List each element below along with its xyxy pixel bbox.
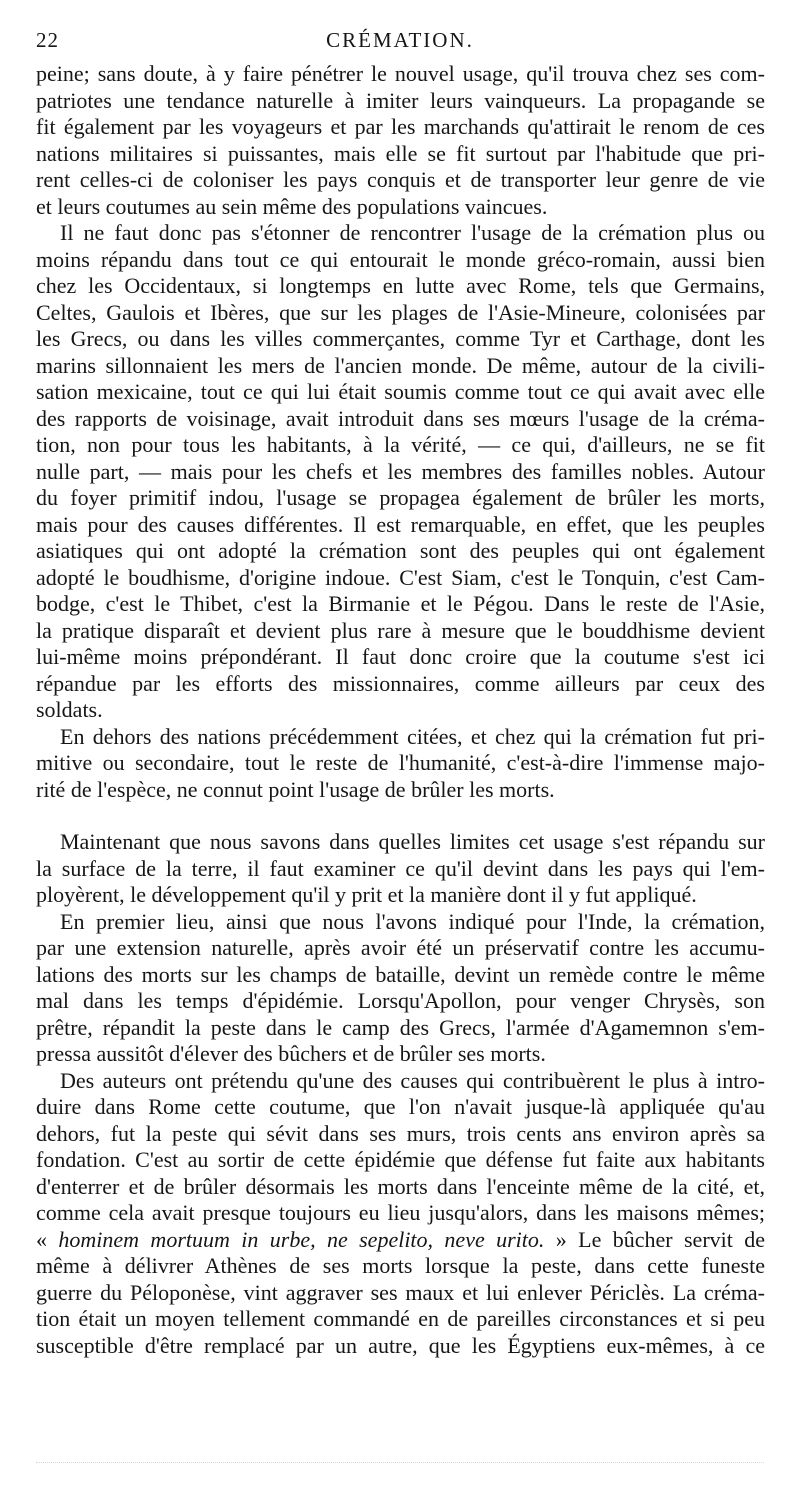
text-line: nulle part, — mais pour les chefs et les membres des familles nobles. Autour [36,458,765,484]
text-line: guerre du Péloponèse, vint aggraver ses maux et lui enlever Périclès. La créma- [36,1279,765,1305]
text-line: les Grecs, ou dans les villes commerçantes, comme Tyr et Carthage, dont les [36,326,765,351]
text-line: sation mexicaine, tout ce qui lui était soumis comme tout ce qui avait avec elle [36,379,765,404]
text-line: Des auteurs ont prétendu qu'une des causes qui contribuèrent le plus à intro- [60,1067,765,1093]
text-line: marins sillonnaient les mers de l'ancien monde. De même, autour de la civili- [36,352,765,378]
text-line: du foyer primitif indou, l'usage se propagea également de brûler les morts, [36,485,765,510]
text-line: lations des morts sur les champs de bataille, devint un remède contre le même [36,961,765,987]
text-line: Maintenant que nous savons dans quelles limites cet usage s'est répandu sur [60,829,765,854]
text-line: répandue par les efforts des missionnaires, comme ailleurs par ceux des [36,670,765,696]
text-line: nations militaires si puissantes, mais elle se fit surtout par l'habitude que pri- [36,140,765,166]
paragraph-5 [36,909,765,1068]
text-fragment: Le bûcher servit de [566,1226,766,1252]
latin-quote: hominem mortuum in urbe, ne sepelito, neve urito. [58,1226,545,1252]
text-line: fit également par les voyageurs et par les marchands qu'attirait le renom de ces [36,114,765,139]
text-line: mal dans les temps d'épidémie. Lorsqu'Apollon, pour venger Chrysès, son [36,988,765,1013]
text-line: tion, non pour tous les habitants, à la vérité, — ce qui, d'ailleurs, ne se fit [36,432,765,457]
text-line: mitive ou secondaire, tout le reste de l'humanité, c'est-à-dire l'immense majo- [36,750,765,775]
text-line: même à délivrer Athènes de ses morts lorsque la peste, dans cette funeste [36,1253,765,1278]
page-number: 22 [36,28,59,52]
text-line: En premier lieu, ainsi que nous l'avons indiqué pour l'Inde, la crémation, [60,908,765,934]
text-line: asiatiques qui ont adopté la crémation sont des peuples qui ont également [36,538,765,563]
page-header [36,28,764,58]
text-line: fondation. C'est au sortir de cette épidémie que défense fut faite aux habitants [36,1147,765,1172]
text-line: des rapports de voisinage, avait introduit dans ses mœurs l'usage de la créma- [36,405,765,431]
text-line: lui-même moins prépondérant. Il faut donc croire que la coutume s'est ici [36,644,765,669]
text-line: prêtre, répandit la peste dans le camp des Grecs, l'armée d'Agamemnon s'em- [36,1014,765,1040]
paragraph-3 [36,724,765,804]
text-line: bodge, c'est le Thibet, c'est la Birmanie et le Pégou. Dans le reste de l'Asie, [36,591,765,616]
text-line: Il ne faut donc pas s'étonner de rencontrer l'usage de la crémation plus ou [60,220,765,245]
text-line: duire dans Rome cette coutume, que l'on n'avait jusque-là appliquée qu'au [36,1094,765,1119]
text-line: adopté le boudhisme, d'origine indoue. C'est Siam, c'est le Tonquin, c'est Cam- [36,564,765,590]
text-line: dehors, fut la peste qui sévit dans ses murs, trois cents ans environ après sa [36,1120,765,1146]
paragraph-1 [36,61,765,220]
text-line: la pratique disparaît et devient plus rare à mesure que le bouddhisme devient [36,617,765,643]
text-line: ployèrent, le développement qu'il y prit et la manière dont il y fut appliqué. [36,882,697,907]
text-line: susceptible d'être remplacé par un autre, que les Égyptiens eux-mêmes, à ce [36,1332,765,1358]
section-break [36,803,765,829]
text-line: soldats. [36,697,103,722]
paragraph-6 [36,1068,765,1360]
text-line: moins répandu dans tout ce qui entourait le monde gréco-romain, aussi bien [36,246,765,272]
text-line: rité de l'espèce, ne connut point l'usage de brûler les morts. [36,776,555,802]
text-line: patriotes une tendance naturelle à imiter leurs vainqueurs. La propagande se [36,87,765,113]
text-line: comme cela avait presque toujours eu lieu jusqu'alors, dans les maisons mêmes; [36,1200,765,1225]
text-line: En dehors des nations précédemment citées, et chez qui la crémation fut pri- [60,723,765,749]
quote-close: » [544,1226,567,1252]
text-line: d'enterrer et de brûler désormais les morts dans l'enceinte même de la cité, et, [36,1173,765,1199]
text-line: rent celles-ci de coloniser les pays conquis et de transporter leur genre de vie [36,167,765,192]
text-line: peine; sans doute, à y faire pénétrer le nouvel usage, qu'il trouva chez ses com- [36,61,765,86]
text-line: Celtes, Gaulois et Ibères, que sur les plages de l'Asie-Mineure, colonisées par [36,299,765,325]
text-line: mais pour des causes différentes. Il est remarquable, en effet, que les peuples [36,511,765,537]
text-line: chez les Occidentaux, si longtemps en lutte avec Rome, tels que Germains, [36,273,765,298]
paragraph-2 [36,220,765,724]
text-line: la surface de la terre, il faut examiner ce qu'il devint dans les pays qui l'em- [36,855,765,881]
paragraph-4 [36,829,765,909]
text-line: par une extension naturelle, après avoir été un préservatif contre les accumu- [36,935,765,960]
body-text [36,61,765,1359]
quote-open: « [36,1226,59,1252]
scan-artifact-line [36,1462,764,1467]
quote-line [36,1227,765,1254]
text-line: tion était un moyen tellement commandé en de pareilles circonstances et si peu [36,1306,765,1331]
text-line: pressa aussitôt d'élever des bûchers et de brûler ses morts. [36,1041,546,1066]
text-line: et leurs coutumes au sein même des populations vaincues. [36,193,548,219]
running-title: CRÉMATION. [326,28,474,52]
